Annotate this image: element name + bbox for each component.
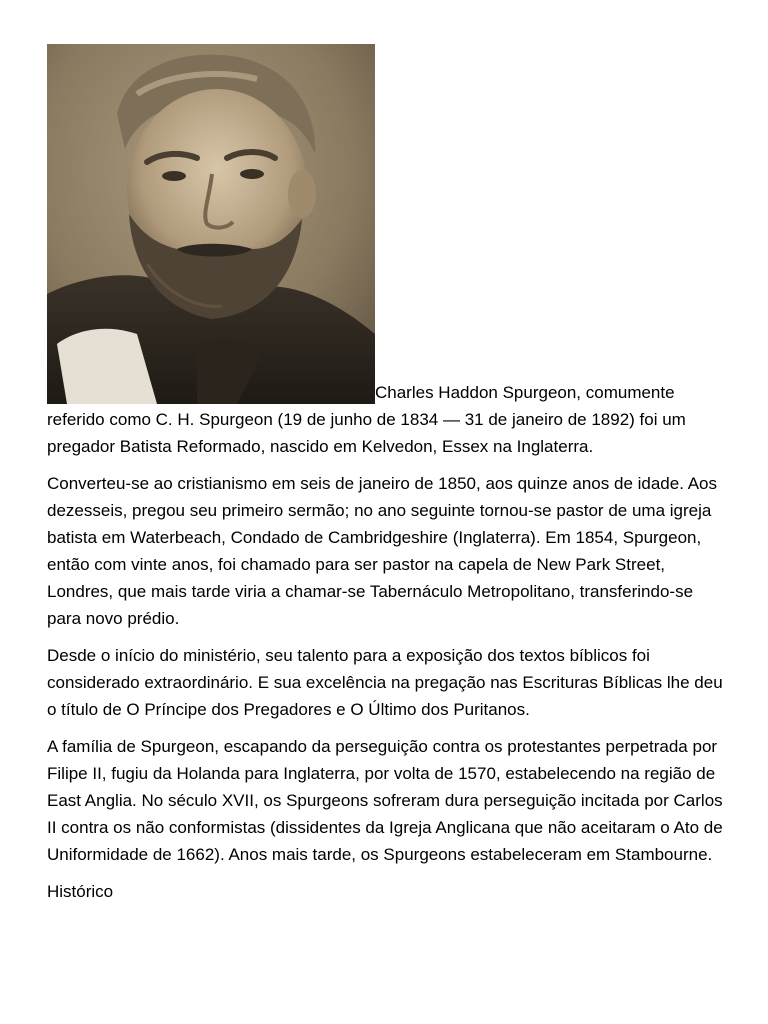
intro-paragraph <box>47 44 727 460</box>
paragraph-1: Converteu-se ao cristianismo em seis de janeiro de 1850, aos quinze anos de idade. Aos dezesseis, pregou seu primeiro sermão; no ano seguinte tornou-se pastor de uma igreja batista em Waterbeach, Condado de Cambridgeshire (Inglaterra). Em 1854, Spurgeon, então com vinte anos, foi chamado para ser pastor na capela de New Park Street, Londres, que mais tarde viria a chamar-se Tabernáculo Metropolitano, transferindo-se para novo prédio. <box>47 474 718 628</box>
portrait-image <box>47 44 375 404</box>
document-page <box>47 44 727 915</box>
portrait-photo <box>47 44 375 404</box>
section-heading: Histórico <box>47 882 114 901</box>
intro-text: Charles Haddon Spurgeon, comumente referido como C. H. Spurgeon (19 de junho de 1834 — 31 de janeiro de 1892) foi um pregador Batista Reformado, nascido em Kelvedon, Essex na Inglaterra. <box>47 383 686 456</box>
paragraph-2: Desde o início do ministério, seu talento para a exposição dos textos bíblicos foi considerado extraordinário. E sua excelência na pregação nas Escrituras Bíblicas lhe deu o título de O Príncipe dos Pregadores e O Último dos Puritanos. <box>47 646 723 719</box>
paragraph-3: A família de Spurgeon, escapando da perseguição contra os protestantes perpetrada por Filipe II, fugiu da Holanda para Inglaterra, por volta de 1570, estabelecendo na região de East Anglia. No século XVII, os Spurgeons sofreram dura perseguição incitada por Carlos II contra os não conformistas (dissidentes da Igreja Anglicana que não aceitaram o Ato de Uniformidade de 1662). Anos mais tarde, os Spurgeons estabeleceram em Stambourne. <box>47 737 723 864</box>
